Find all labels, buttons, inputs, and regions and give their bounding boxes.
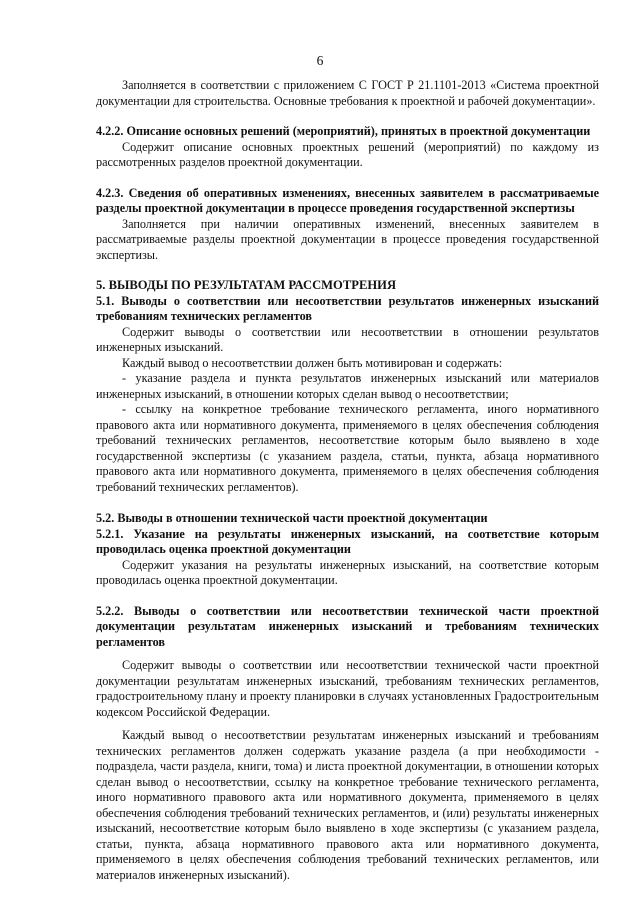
page-number: 6 [316,53,324,68]
heading-5-2-2: 5.2.2. Выводы о соответствии или несоответствии технической части проектной документации результатам инженерных изысканий и требованиям технических регламентов [96,603,599,649]
list-item-section-reference: - указание раздела и пункта результатов инженерных изысканий или материалов инженерных изысканий, в отношении которых сделан вывод о несоответствии; [96,371,599,401]
heading-4-2-3: 4.2.3. Сведения об оперативных изменениях, внесенных заявителем в рассматриваемые разделы проектной документации в процессе проведения государственной экспертизы [96,185,599,215]
paragraph-survey-references: Содержит указания на результаты инженерных изысканий, на соответствие которым проводилась оценка проектной документации. [96,557,599,587]
paragraph-main-decisions: Содержит описание основных проектных решений (мероприятий) по каждому из рассмотренных разделов проектной документации. [96,139,599,169]
paragraph-operative-changes: Заполняется при наличии оперативных изменений, внесенных заявителем в рассматриваемые разделы проектной документации в процессе проведения государственной экспертизы. [96,216,599,262]
paragraph-motivation: Каждый вывод о несоответствии должен быть мотивирован и содержать: [122,355,503,370]
list-item-requirement-reference: - ссылку на конкретное требование технического регламента, иного нормативного правового акта или нормативного документа, применяемого в целях обеспечения соблюдения требований технических регламентов, несоответствие которым было выявлено в ходе государственной экспертизы (с указанием раздела, статьи, пункта, абзаца нормативного правового акта или нормативного документа, применяемого в целях обеспечения соблюдения требований технических регламентов). [96,402,599,494]
paragraph-appendix-reference: Заполняется в соответствии с приложением С ГОСТ Р 21.1101-2013 «Система проектной документации для строительства. Основные требования к проектной и рабочей документации». [96,78,599,108]
paragraph-technical-part-conclusions: Содержит выводы о соответствии или несоответствии технической части проектной документации результатам инженерных изысканий, требованиям технических регламентов, градостроительному плану и проекту планировки в случаях установленных Градостроительным кодексом Российской Федерации. [96,658,599,719]
paragraph-survey-conclusions: Содержит выводы о соответствии или несоответствии в отношении результатов инженерных изысканий. [96,324,599,354]
section-heading-5: 5. ВЫВОДЫ ПО РЕЗУЛЬТАТАМ РАССМОТРЕНИЯ [96,278,397,292]
heading-5-2: 5.2. Выводы в отношении технической части проектной документации [96,511,488,525]
heading-4-2-2: 4.2.2. Описание основных решений (мероприятий), принятых в проектной документации [96,124,591,138]
heading-5-1: 5.1. Выводы о соответствии или несоответствии результатов инженерных изысканий требованиям технических регламентов [96,293,599,323]
heading-5-2-1: 5.2.1. Указание на результаты инженерных изысканий, на соответствие которым проводилась оценка проектной документации [96,526,599,556]
paragraph-nonconformity-details: Каждый вывод о несоответствии результатам инженерных изысканий и требованиям технических регламентов должен содержать указание раздела (а при необходимости - подраздела, части раздела, книги, тома) и листа проектной документации, в отношении которых сделан вывод о несоответствии, ссылку на конкретное требование технического регламента, иного нормативного правового акта или нормативного документа, применяемого в целях обеспечения соблюдения требований технических регламентов, и (или) результаты инженерных изысканий, несоответствие которым было выявлено в ходе экспертизы (с указанием раздела, статьи, пункта, абзаца нормативного правового акта или нормативного документа, применяемого в целях обеспечения соблюдения требований технических регламентов, или материалов инженерных изысканий). [96,728,599,882]
document-body [96,0,599,883]
